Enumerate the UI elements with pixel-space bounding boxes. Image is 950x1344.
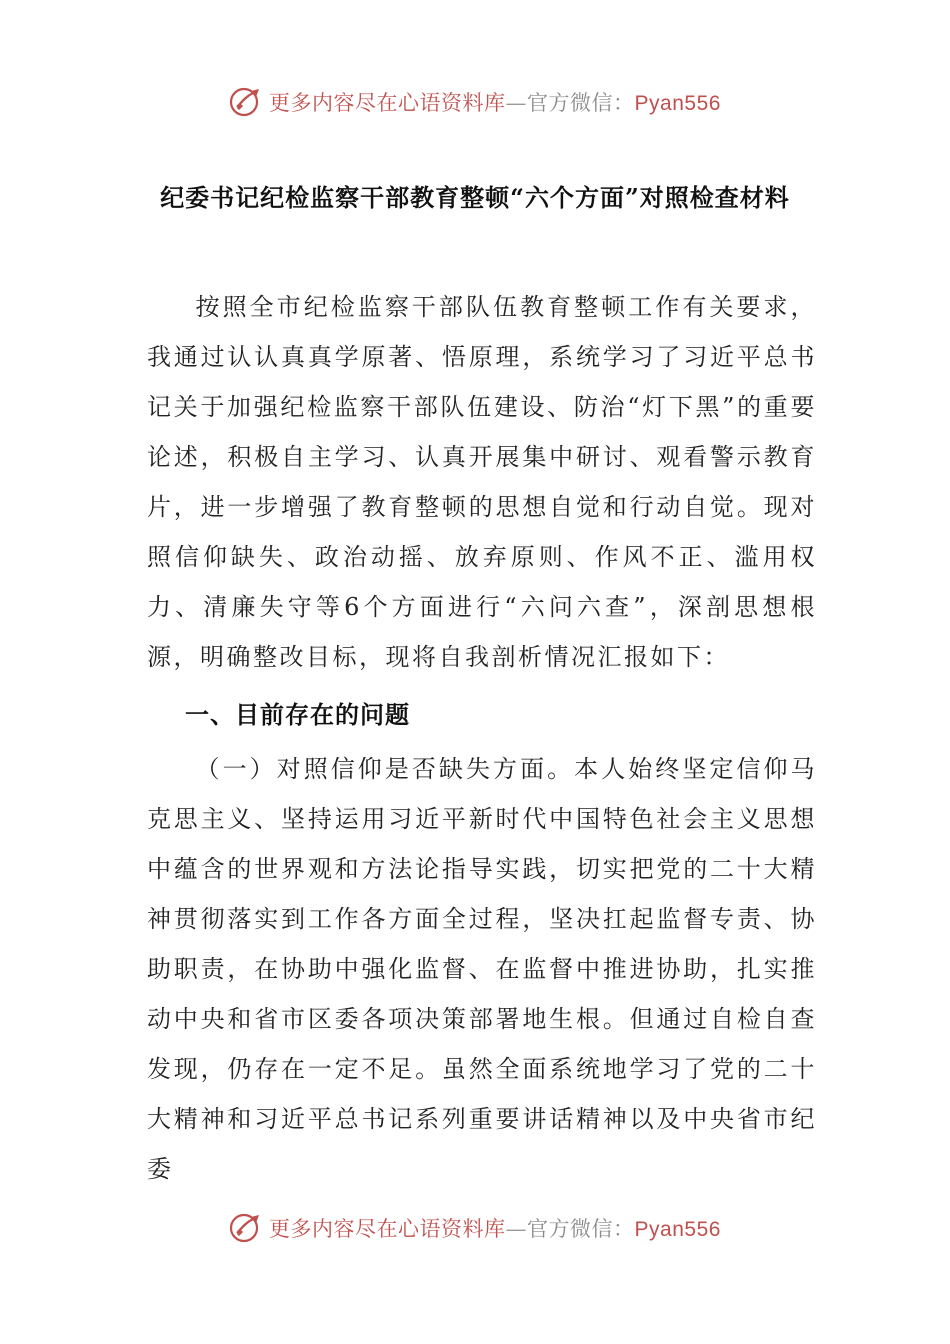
wechat-id: Pyan556 <box>634 1218 721 1241</box>
library-text: 更多内容尽在心语资料库 <box>269 91 506 115</box>
pen-logo-icon <box>229 1211 263 1245</box>
library-text: 更多内容尽在心语资料库 <box>269 1217 506 1241</box>
watermark-text <box>269 1213 721 1243</box>
dash: — <box>505 1217 528 1241</box>
paragraph-belief <box>147 744 817 1194</box>
wechat-label: 官方微信： <box>527 1217 635 1241</box>
footer-watermark-banner <box>0 1208 950 1248</box>
section-heading: 一、目前存在的问题 <box>185 700 410 729</box>
pen-logo-icon <box>229 85 263 119</box>
header-watermark-banner <box>0 82 950 122</box>
dash: — <box>505 91 528 115</box>
document-title: 纪委书记纪检监察干部教育整顿“六个方面”对照检查材料 <box>160 183 790 212</box>
wechat-id: Pyan556 <box>634 92 721 115</box>
paragraph-belief-text: （一）对照信仰是否缺失方面。本人始终坚定信仰马克思主义、坚持运用习近平新时代中国特色社会主义思想中蕴含的世界观和方法论指导实践，切实把党的二十大精神贯彻落实到工作各方面全过程，坚决扛起监督专责、协助职责，在协助中强化监督、在监督中推进协助，扎实推动中央和省市区委各项决策部署地生根。但通过自检自查发现，仍存在一定不足。虽然全面系统地学习了党的二十大精神和习近平总书记系列重要讲话精神以及中央省市纪委 <box>147 755 817 1183</box>
paragraph-intro <box>147 282 817 682</box>
watermark-text <box>269 87 721 117</box>
paragraph-intro-text: 按照全市纪检监察干部队伍教育整顿工作有关要求，我通过认认真真学原著、悟原理，系统学习了习近平总书记关于加强纪检监察干部队伍建设、防治“灯下黑”的重要论述，积极自主学习、认真开展集中研讨、观看警示教育片，进一步增强了教育整顿的思想自觉和行动自觉。现对照信仰缺失、政治动摇、放弃原则、作风不正、滥用权力、清廉失守等6个方面进行“六问六查”，深剖思想根源，明确整改目标，现将自我剖析情况汇报如下： <box>147 293 817 671</box>
wechat-label: 官方微信： <box>527 91 635 115</box>
